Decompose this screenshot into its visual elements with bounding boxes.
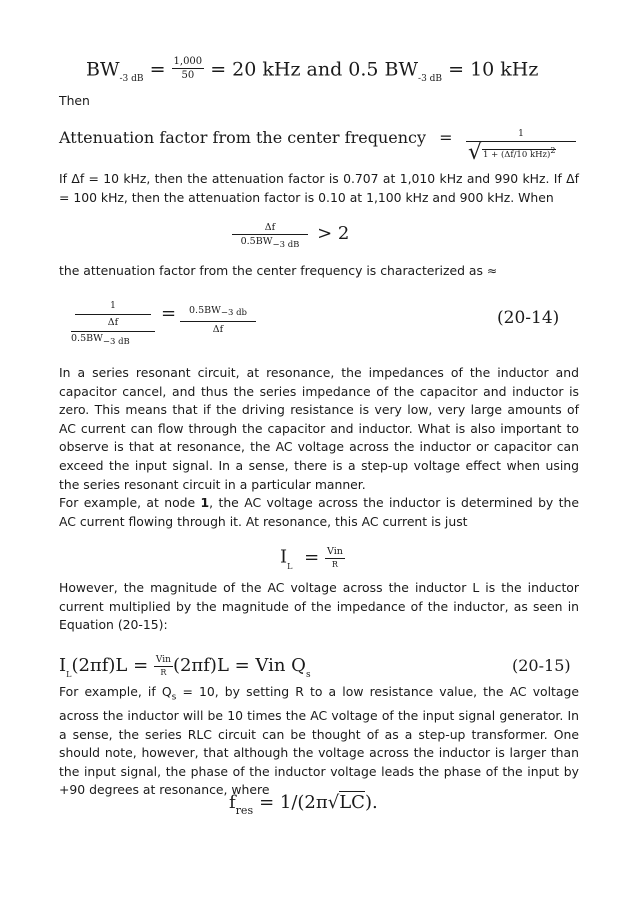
paragraph-series-resonant: In a series resonant circuit, at resonance, the impedances of the inductor and capacitor cancel, and thus the series impedance of the capacitor and inductor is zero. This means that if the driving resistance is very low, very large amounts of AC current can flow through the capacitor and inductor. What is also important to observe is that at resonance, the AC voltage across the inductor or capacitor can exceed the input signal. In a sense, there is a step-up voltage effect when using the series resonant circuit in a particular manner. bbox=[59, 365, 579, 492]
bw-symbol: BW bbox=[86, 58, 120, 81]
bw-subscript: -3 dB bbox=[119, 73, 144, 84]
eq1414-right-num bbox=[180, 304, 256, 318]
equation-inductor-current bbox=[280, 546, 345, 569]
attenuation-denominator bbox=[466, 142, 576, 164]
eq1414-equals: = bbox=[161, 303, 177, 324]
bw-denominator: 50 bbox=[181, 70, 195, 81]
condition-rhs: > 2 bbox=[317, 223, 350, 244]
equation-resonant-frequency bbox=[229, 792, 378, 817]
equation-number-20-15: (20-15) bbox=[512, 656, 571, 675]
sqrt-icon: √ bbox=[327, 792, 340, 813]
eq1414-right-bar bbox=[180, 321, 256, 322]
bw-result-2: = 10 kHz bbox=[448, 58, 539, 81]
paragraph-magnitude: However, the magnitude of the AC voltage across the inductor L is the inductor current multiplied by the magnitude of the impedance of the inductor, as seen in Equation (20-15): bbox=[59, 580, 579, 633]
il-fraction bbox=[325, 546, 345, 569]
eq1414-right-num-subscript: −3 db bbox=[220, 308, 247, 318]
fres-symbol: f bbox=[229, 792, 236, 813]
il-numerator: Vin bbox=[327, 546, 343, 557]
eq1415-c-subscript: s bbox=[305, 670, 311, 680]
condition-numerator: Δf bbox=[232, 222, 308, 235]
il-equals: = bbox=[304, 546, 320, 568]
attenuation-numerator: 1 bbox=[518, 129, 524, 139]
attenuation-fraction bbox=[466, 128, 576, 164]
bw-subscript-2: -3 dB bbox=[418, 73, 443, 84]
step-up-text-b: = 10, by setting R to a low resistance value, the AC voltage across the inductor will be 10 times the AC voltage of the input signal generator. In a sense, the series RLC circuit can be thought of as a step-up transformer. One should note, however, that although the voltage across the inductor is larger than the input signal, the phase of the inductor voltage leads the phase of the input by +90 degrees at resonance, where bbox=[59, 684, 579, 798]
il-subscript: L bbox=[287, 561, 293, 571]
eq1414-num-2: Δf bbox=[107, 317, 119, 328]
condition-fraction bbox=[232, 222, 308, 250]
il-symbol: I bbox=[280, 546, 288, 568]
radicand-power: 2 bbox=[550, 146, 556, 156]
bw-numerator: 1,000 bbox=[173, 56, 203, 67]
eq1415-fraction bbox=[154, 655, 173, 677]
node-label: 1 bbox=[200, 495, 210, 510]
fres-end: ). bbox=[364, 792, 378, 813]
eq1414-bar-1 bbox=[75, 314, 151, 315]
equation-condition bbox=[232, 222, 350, 250]
sqrt-icon: √ bbox=[468, 140, 483, 165]
equation-attenuation bbox=[59, 128, 453, 147]
equation-20-14-left bbox=[71, 300, 155, 346]
eq1414-den-text: 0.5BW bbox=[71, 333, 103, 344]
eq1415-i-subscript: L bbox=[66, 670, 72, 679]
radicand-text: 1 + (Δf/10 kHz) bbox=[483, 150, 551, 160]
eq1414-right-den: Δf bbox=[212, 324, 224, 335]
attenuation-equals: = bbox=[439, 128, 453, 147]
bw-fraction bbox=[172, 56, 205, 81]
step-up-text-a: For example, if Q bbox=[59, 684, 172, 699]
equation-number-20-14: (20-14) bbox=[497, 308, 560, 328]
fres-subscript: res bbox=[235, 804, 254, 817]
fres-radicand: LC bbox=[339, 792, 365, 813]
eq1414-num-1: 1 bbox=[110, 301, 116, 311]
condition-denominator bbox=[232, 235, 308, 250]
node-text-b: , the AC voltage across the inductor is determined by the AC current flowing through it. At resonance, this AC current is just bbox=[59, 495, 579, 529]
sqrt-radicand bbox=[482, 146, 556, 160]
text-then: Then bbox=[59, 93, 90, 108]
eq1414-den-subscript: −3 dB bbox=[102, 337, 130, 347]
fres-mid: = 1/(2π bbox=[259, 792, 328, 813]
equals-sign: = bbox=[149, 58, 166, 81]
eq1414-den bbox=[71, 332, 155, 346]
eq1414-right-num-text: 0.5BW bbox=[189, 305, 221, 316]
paragraph-node-example bbox=[59, 494, 579, 531]
eq1415-denominator: R bbox=[160, 668, 167, 677]
paragraph-characterized: the attenuation factor from the center frequency is characterized as ≈ bbox=[59, 263, 498, 278]
eq1415-numerator: Vin bbox=[155, 655, 171, 665]
equation-20-15 bbox=[59, 655, 311, 680]
step-up-subscript: s bbox=[171, 692, 177, 703]
equation-20-14-right bbox=[180, 304, 256, 336]
bw-result: = 20 kHz and 0.5 BW bbox=[210, 58, 419, 81]
condition-den-subscript: −3 dB bbox=[272, 240, 300, 250]
eq1415-b: (2πf)L = bbox=[71, 655, 149, 676]
eq1415-c: (2πf)L = Vin Q bbox=[172, 655, 306, 676]
paragraph-attenuation-values: If Δf = 10 kHz, then the attenuation factor is 0.707 at 1,010 kHz and 990 kHz. If Δf = 100 kHz, then the attenuation factor is 0.10 at 1,100 kHz and 900 kHz. When bbox=[59, 171, 579, 205]
equation-bandwidth bbox=[86, 58, 538, 83]
attenuation-label: Attenuation factor from the center frequency bbox=[59, 128, 427, 147]
paragraph-step-up bbox=[59, 683, 579, 800]
condition-den-text: 0.5BW bbox=[240, 236, 273, 247]
node-text-a: For example, at node bbox=[59, 495, 201, 510]
eq1415-i: I bbox=[59, 655, 67, 676]
il-denominator: R bbox=[331, 560, 338, 569]
